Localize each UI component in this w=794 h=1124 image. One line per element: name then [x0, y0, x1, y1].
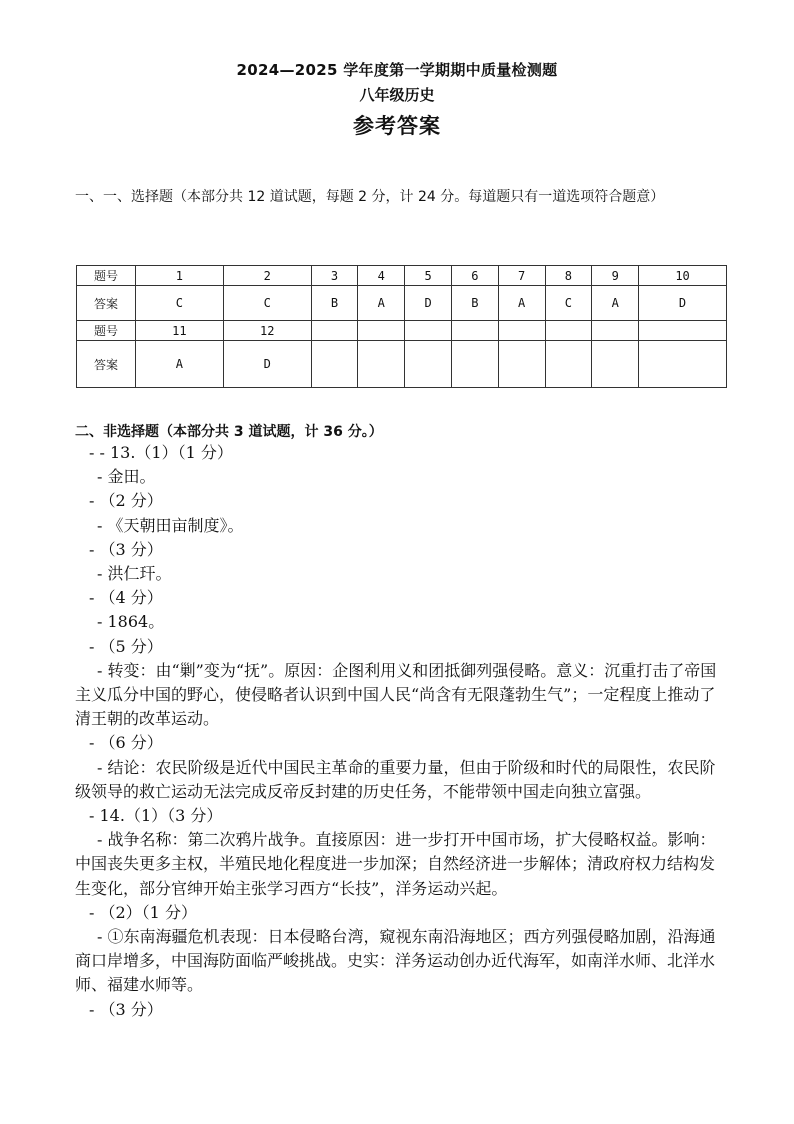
table-cell	[358, 321, 405, 341]
table-cell	[592, 341, 639, 388]
table-cell: C	[223, 286, 311, 321]
table-cell: D	[223, 341, 311, 388]
content-line: - （2 分）	[89, 491, 163, 511]
table-cell	[311, 321, 358, 341]
document-subtitle: 八年级历史	[359, 86, 435, 104]
content-line: - （3 分）	[89, 999, 163, 1019]
content-line: - 战争名称：第二次鸦片战争。直接原因：进一步打开中国市场，扩大侵略权益。影响：中国丧失更多主权，半殖民地化程度进一步加深；自然经济进一步解体；清政府权力结构发生变化，部分官绅开始主张学习西方“长技”，洋务运动兴起。	[75, 830, 716, 898]
content-line: - 金田。	[97, 467, 156, 487]
table-cell: C	[136, 286, 224, 321]
content-line: - （6 分）	[89, 733, 163, 753]
table-cell	[451, 321, 498, 341]
content-line: - 14.（1）（3 分）	[89, 806, 223, 826]
table-cell	[405, 341, 452, 388]
table-cell	[545, 321, 592, 341]
content-line: - （2）（1 分）	[89, 902, 197, 922]
table-cell: C	[545, 286, 592, 321]
table-cell	[311, 341, 358, 388]
content-line: - ①东南海疆危机表现：日本侵略台湾，窥视东南沿海地区；西方列强侵略加剧，沿海通商口岸增多，中国海防面临严峻挑战。史实：洋务运动创办近代海军，如南洋水师、北洋水师、福建水师等。	[75, 927, 716, 995]
content-line: - 洪仁玕。	[97, 564, 172, 584]
table-cell: 11	[136, 321, 224, 341]
content-line: - （4 分）	[89, 588, 163, 608]
table-cell: 5	[405, 266, 452, 286]
table-cell	[498, 341, 545, 388]
table-cell: B	[451, 286, 498, 321]
table-cell: 6	[451, 266, 498, 286]
content-line: - 转变：由“剿”变为“抚”。原因：企图利用义和团抵御列强侵略。意义：沉重打击了帝国主义瓜分中国的野心，使侵略者认识到中国人民“尚含有无限蓬勃生气”；一定程度上推动了清王朝的改革运动。	[75, 660, 717, 729]
content-line: - 结论：农民阶级是近代中国民主革命的重要力量，但由于阶级和时代的局限性，农民阶级领导的救亡运动无法完成反帝反封建的历史任务，不能带领中国走向独立富强。	[75, 757, 716, 801]
table-cell: A	[136, 341, 224, 388]
table-label-answer: 答案	[77, 286, 136, 321]
table-cell: 10	[639, 266, 727, 286]
table-cell	[498, 321, 545, 341]
table-cell: 3	[311, 266, 358, 286]
table-label-question: 题号	[77, 266, 136, 286]
document-title-line1: 2024—2025 学年度第一学期期中质量检测题	[236, 61, 558, 79]
table-row-numbers-1	[77, 266, 727, 286]
table-cell: D	[405, 286, 452, 321]
table-cell: 9	[592, 266, 639, 286]
content-line: - （5 分）	[89, 636, 163, 656]
section2-heading: 二、非选择题（本部分共 3 道试题，计 36 分。）	[75, 424, 383, 440]
table-cell	[405, 321, 452, 341]
table-cell: 1	[136, 266, 224, 286]
table-label-answer: 答案	[77, 341, 136, 388]
content-line: - （3 分）	[89, 539, 163, 559]
table-row-answers-2	[77, 341, 727, 388]
section1-heading: 一、一、选择题（本部分共 12 道试题，每题 2 分，计 24 分。每道题只有一道选项符合题意）	[75, 189, 665, 205]
table-cell: D	[639, 286, 727, 321]
table-cell	[545, 341, 592, 388]
table-cell	[358, 341, 405, 388]
answer-table	[76, 265, 727, 388]
table-label-question: 题号	[77, 321, 136, 341]
answer-content	[75, 441, 725, 1022]
table-cell: 7	[498, 266, 545, 286]
table-row-numbers-2	[77, 321, 727, 341]
table-cell	[639, 321, 727, 341]
table-cell	[451, 341, 498, 388]
table-cell: A	[592, 286, 639, 321]
table-cell	[639, 341, 727, 388]
table-cell: 4	[358, 266, 405, 286]
content-line: - 《天朝田亩制度》。	[97, 515, 244, 535]
table-cell	[592, 321, 639, 341]
table-row-answers-1	[77, 286, 727, 321]
table-cell: A	[358, 286, 405, 321]
content-line: - - 13.（1）（1 分）	[89, 443, 233, 462]
table-cell: 2	[223, 266, 311, 286]
table-cell: B	[311, 286, 358, 321]
document-heading: 参考答案	[353, 114, 441, 138]
table-cell: 12	[223, 321, 311, 341]
content-line: - 1864。	[97, 612, 165, 632]
table-cell: 8	[545, 266, 592, 286]
table-cell: A	[498, 286, 545, 321]
